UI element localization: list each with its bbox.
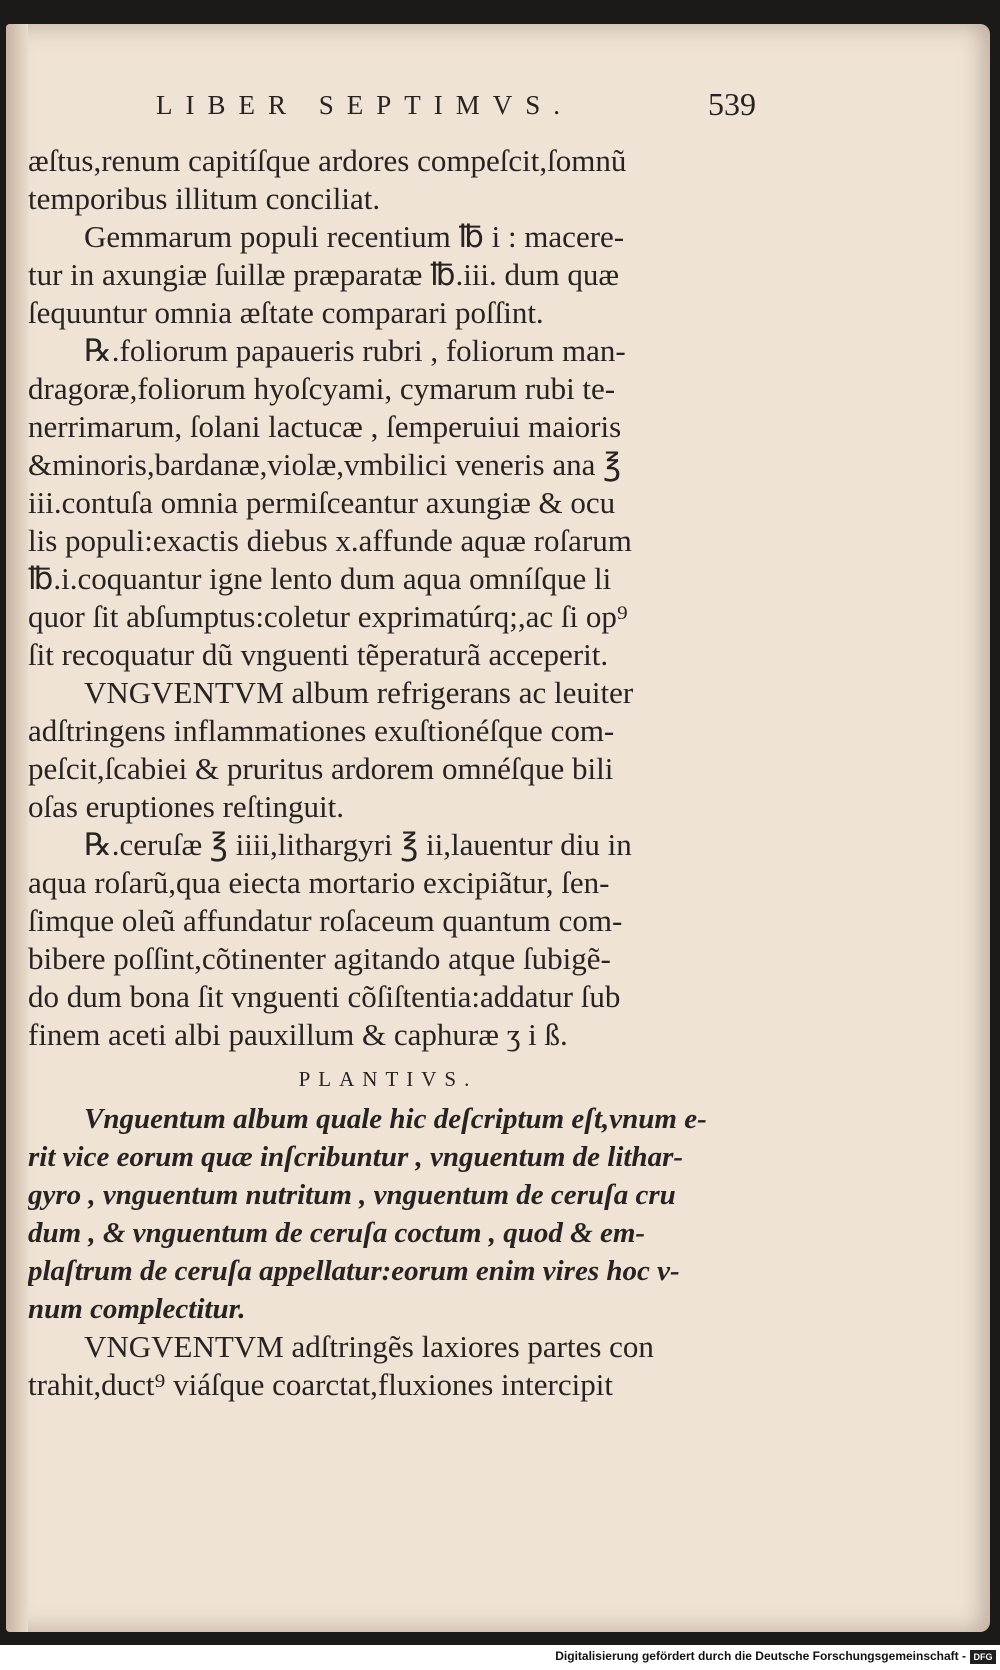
page-number: 539 — [708, 86, 756, 122]
text-line: VNGVENTVM adſtringẽs laxiores partes con — [84, 1329, 654, 1364]
text-line: adſtringens inflammationes exuſtionéſque com- — [28, 713, 615, 748]
page-text — [28, 142, 748, 1404]
text-line: dragoræ,foliorum hyoſcyami, cymarum rubi te- — [28, 371, 616, 406]
text-line: ſequuntur omnia æſtate comparari poſſint. — [28, 295, 544, 330]
text-line: ſit recoquatur dũ vnguenti tẽperaturã acceperit. — [28, 637, 609, 672]
page-header — [156, 86, 756, 126]
commentary-line: gyro , vnguentum nutritum , vnguentum de ceruſa cru — [28, 1179, 676, 1211]
funding-credit: Digitalisierung gefördert durch die Deutsche Forschungsgemeinschaft - — [555, 1649, 966, 1663]
running-title: LIBER SEPTIMVS. — [156, 90, 574, 120]
text-line: temporibus illitum conciliat. — [28, 181, 381, 216]
text-line: finem aceti albi pauxillum & caphuræ ʒ i ß. — [28, 1017, 568, 1052]
commentary-line: plaſtrum de ceruſa appellatur:eorum enim vires hoc v- — [28, 1255, 680, 1287]
text-line: nerrimarum, ſolani lactucæ , ſemperuiui maioris — [28, 409, 622, 444]
text-line: tur in axungiæ ſuillæ præparatæ ℔.iii. dum quæ — [28, 257, 620, 292]
commentary-line: rit vice eorum quæ inſcribuntur , vnguentum de lithar- — [28, 1141, 684, 1173]
text-line: ſimque oleũ affundatur roſaceum quantum com- — [28, 903, 623, 938]
text-line: iii.contuſa omnia permiſceantur axungiæ & ocu — [28, 485, 616, 520]
text-line: oſas eruptiones reſtinguit. — [28, 789, 344, 824]
commentary-line: Vnguentum album quale hic deſcriptum eſt,vnum e- — [84, 1103, 707, 1135]
text-line: æſtus,renum capitíſque ardores compeſcit,ſomnũ — [28, 143, 627, 178]
text-line: VNGVENTVM album refrigerans ac leuiter — [84, 675, 634, 710]
commentary-line: dum , & vnguentum de ceruſa coctum , quod & em- — [28, 1217, 646, 1249]
dfg-logo-icon: DFG — [970, 1650, 996, 1664]
digitization-footer — [0, 1645, 1000, 1670]
text-line: do dum bona ſit vnguenti cõſiſtentia:addatur ſub — [28, 979, 621, 1014]
text-line: trahit,duct⁹ viáſque coarctat,fluxiones intercipit — [28, 1367, 613, 1402]
text-line: ℞.ceruſæ ℥ iiii,lithargyri ℥ ii,lauentur diu in — [84, 827, 632, 862]
page-gutter-shadow — [6, 24, 28, 1632]
book-page — [6, 24, 990, 1632]
text-line: aqua roſarũ,qua eiecta mortario excipiãtur, ſen- — [28, 865, 610, 900]
text-line: Gemmarum populi recentium ℔ i : macere- — [84, 219, 625, 254]
text-line: &minoris,bardanæ,violæ,vmbilici veneris ana ℥ — [28, 447, 622, 482]
text-line: lis populi:exactis diebus x.affunde aquæ roſarum — [28, 523, 632, 558]
text-line: quor ſit abſumptus:coletur exprimatúrq;,ac ſi op⁹ — [28, 599, 628, 634]
section-heading: PLANTIVS. — [298, 1067, 478, 1091]
text-line: ℞.foliorum papaueris rubri , foliorum man- — [84, 333, 626, 368]
text-line: peſcit,ſcabiei & pruritus ardorem omnéſque bili — [28, 751, 614, 786]
commentary-line: num complectitur. — [28, 1293, 246, 1325]
text-line: bibere poſſint,cõtinenter agitando atque ſubigẽ- — [28, 941, 611, 976]
text-line: ℔.i.coquantur igne lento dum aqua omníſque li — [28, 561, 612, 596]
